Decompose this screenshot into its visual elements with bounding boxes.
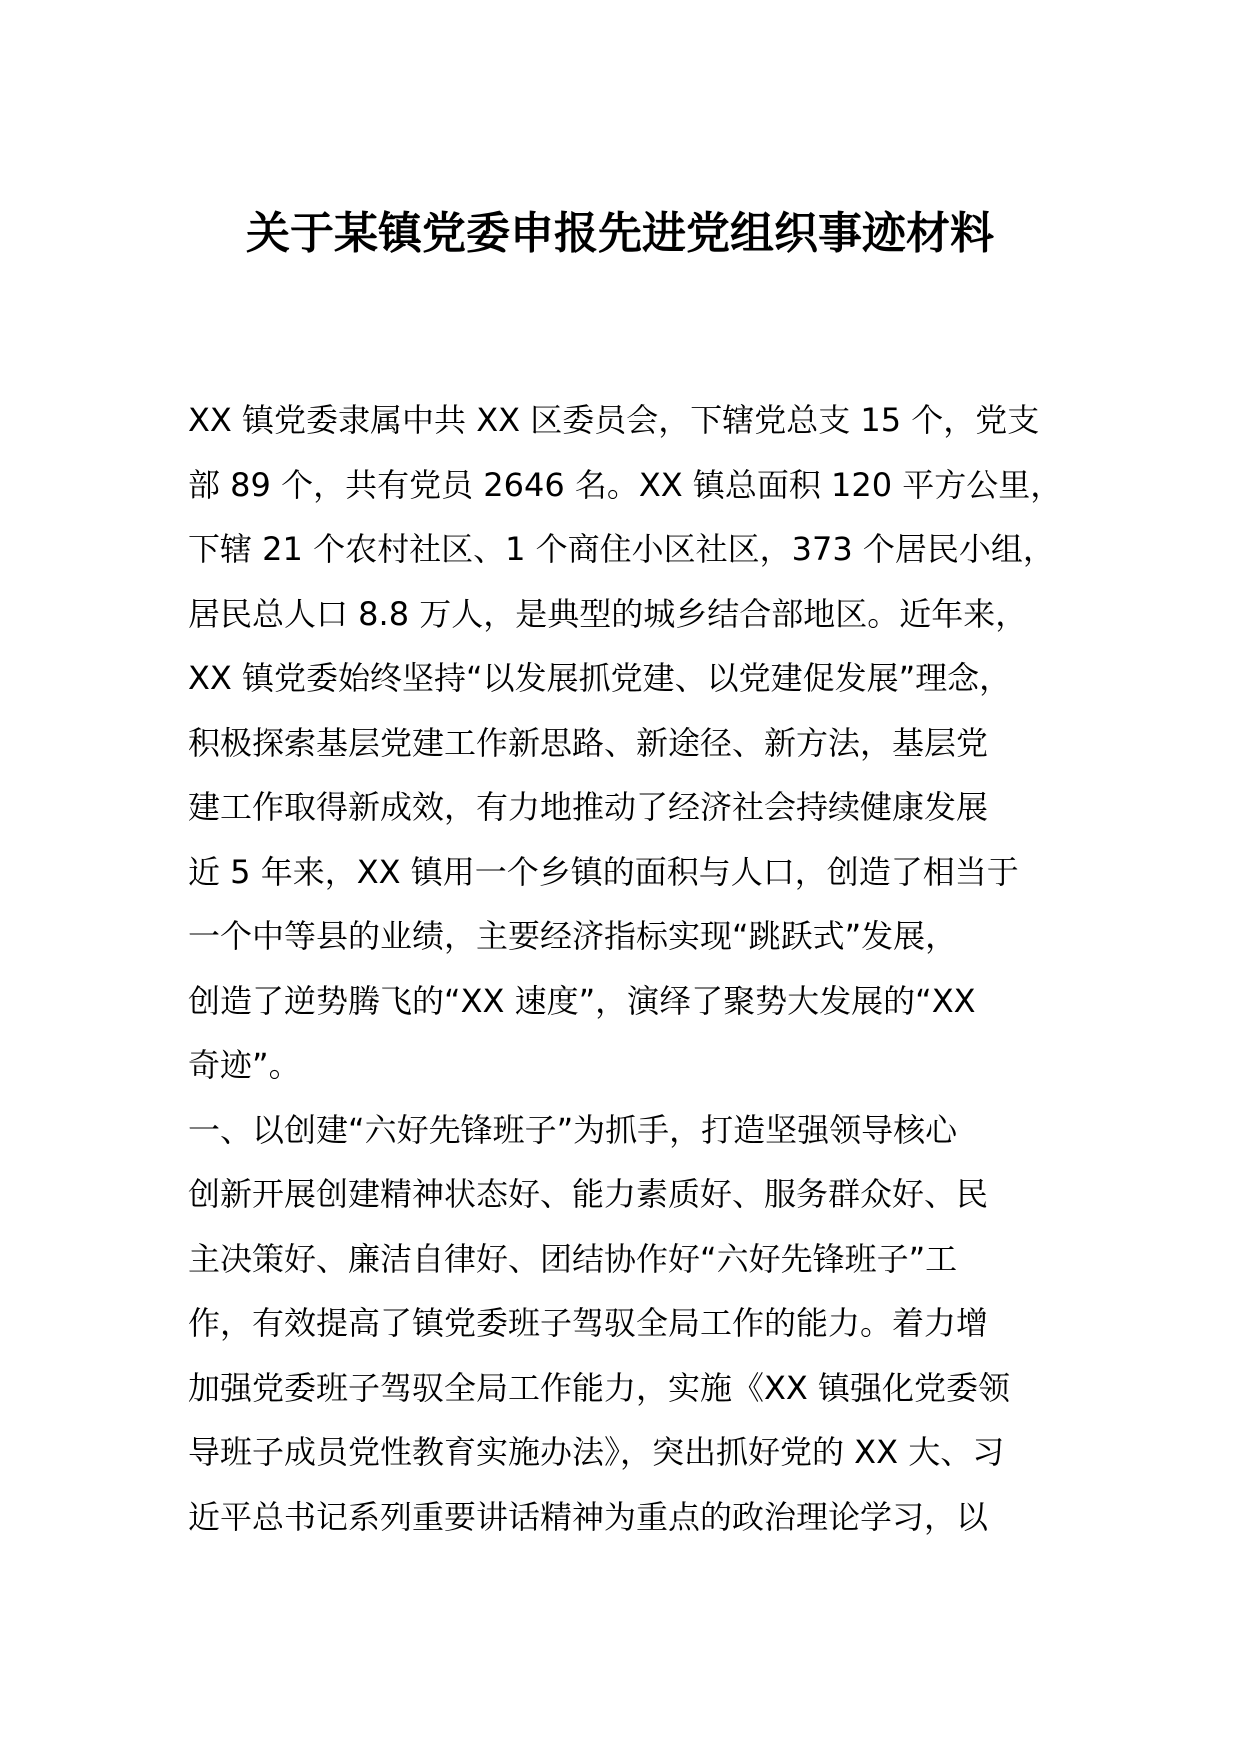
document-title: 关于某镇党委申报先进党组织事迹材料 <box>246 208 994 259</box>
section-heading: 一、以创建“六好先锋班子”为抓手，打造坚强领导核心 <box>188 1110 958 1149</box>
body-line: 居民总人口 8.8 万人，是典型的城乡结合部地区。近年来， <box>188 594 1028 633</box>
body-line: 积极探索基层党建工作新思路、新途径、新方法，基层党 <box>188 723 989 762</box>
body-line: 一个中等县的业绩，主要经济指标实现“跳跃式”发展， <box>188 917 958 955</box>
body-line: 奇迹”。 <box>188 1046 301 1084</box>
body-line: 主决策好、廉洁自律好、团结协作好“六好先锋班子”工 <box>188 1239 958 1278</box>
body-line: 导班子成员党性教育实施办法》，突出抓好党的 XX 大、习 <box>188 1433 1005 1471</box>
body-line: 近平总书记系列重要讲话精神为重点的政治理论学习，以 <box>188 1497 989 1536</box>
body-line: XX 镇党委隶属中共 XX 区委员会，下辖党总支 15 个，党支 <box>188 401 1040 439</box>
body-line: 创新开展创建精神状态好、能力素质好、服务群众好、民 <box>188 1175 989 1213</box>
body-line: XX 镇党委始终坚持“以发展抓党建、以党建促发展”理念， <box>188 659 1012 697</box>
body-line: 作，有效提高了镇党委班子驾驭全局工作的能力。着力增 <box>188 1304 989 1342</box>
body-line: 创造了逆势腾飞的“XX 速度”，演绎了聚势大发展的“XX <box>188 981 976 1020</box>
document-body <box>188 388 1088 1549</box>
body-line: 部 89 个，共有党员 2646 名。XX 镇总面积 120 平方公里， <box>188 465 1063 504</box>
body-line: 加强党委班子驾驭全局工作能力，实施《XX 镇强化党委领 <box>188 1368 1011 1407</box>
body-line: 近 5 年来，XX 镇用一个乡镇的面积与人口，创造了相当于 <box>188 852 1019 891</box>
body-line: 下辖 21 个农村社区、1 个商住小区社区，373 个居民小组， <box>188 530 1055 568</box>
body-line: 建工作取得新成效，有力地推动了经济社会持续健康发展 <box>188 788 989 826</box>
